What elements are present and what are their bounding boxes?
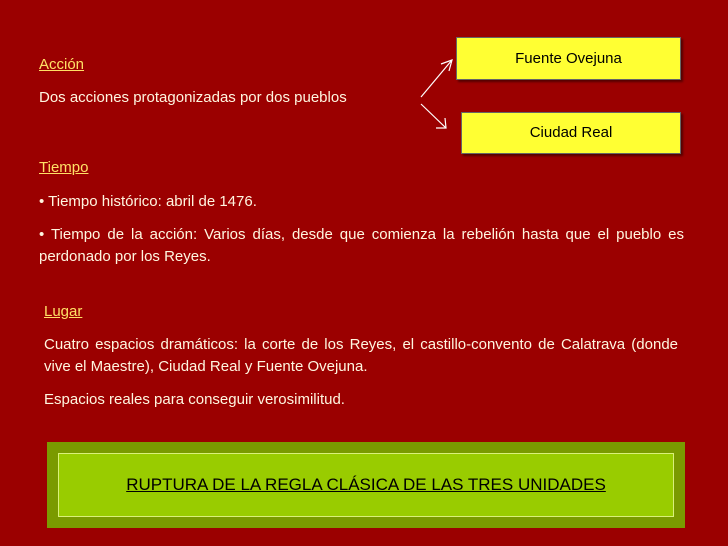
lugar-heading: Lugar xyxy=(44,303,83,320)
conclusion-banner xyxy=(47,442,685,528)
box-ciudad-real: Ciudad Real xyxy=(461,112,681,154)
box-fuente-ovejuna: Fuente Ovejuna xyxy=(456,37,681,80)
tiempo-item-1: • Tiempo histórico: abril de 1476. xyxy=(39,193,257,210)
tiempo-item-2: • Tiempo de la acción: Varios días, desde que comienza la rebelión hasta que el pueblo es perdonado por los Reyes. xyxy=(39,226,684,265)
lugar-text-1: Cuatro espacios dramáticos: la corte de los Reyes, el castillo-convento de Calatrava (donde vive el Maestre), Ciudad Real y Fuente Ovejuna. xyxy=(44,336,678,375)
conclusion-text: RUPTURA DE LA REGLA CLÁSICA DE LAS TRES UNIDADES xyxy=(58,453,674,517)
tiempo-heading: Tiempo xyxy=(39,159,89,176)
accion-heading: Acción xyxy=(39,56,85,73)
accion-text: Dos acciones protagonizadas por dos pueblos xyxy=(39,89,347,106)
lugar-text-2: Espacios reales para conseguir verosimilitud. xyxy=(44,391,345,408)
arrow-down xyxy=(421,104,446,128)
arrow-up xyxy=(421,60,452,97)
